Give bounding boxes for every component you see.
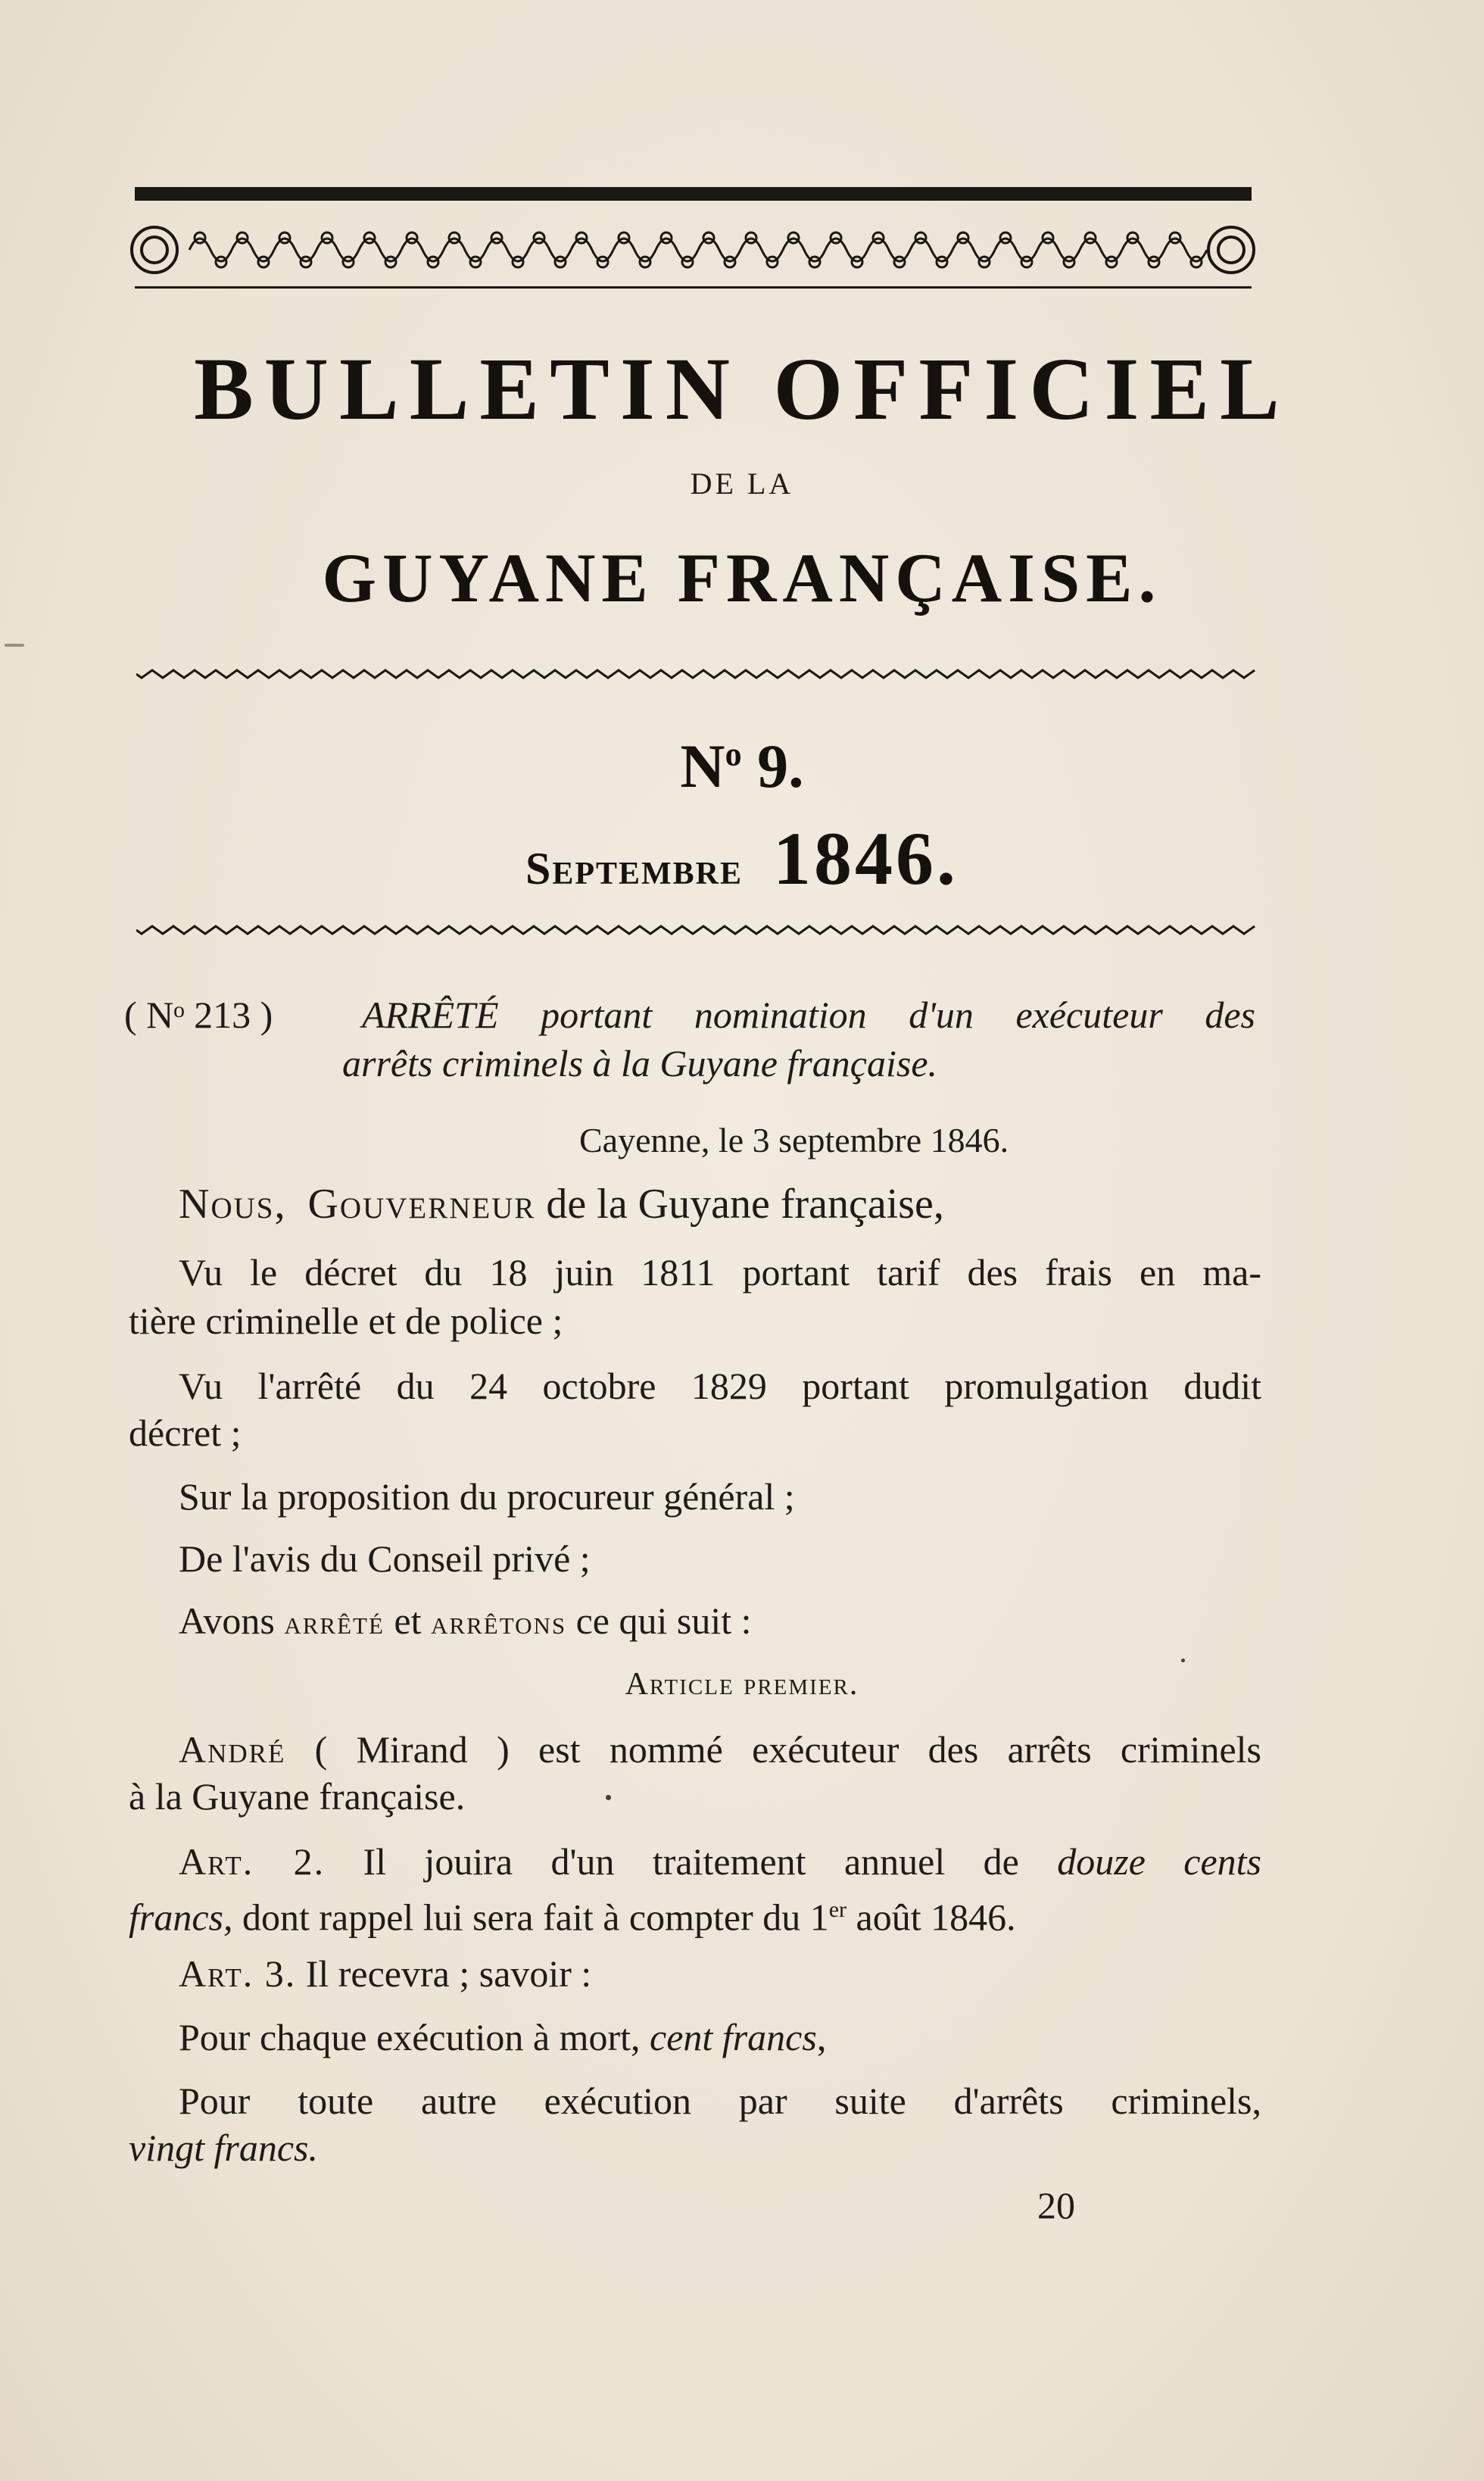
ornamental-border bbox=[129, 215, 1257, 285]
issue-number-prefix: N bbox=[680, 732, 725, 800]
act-title-line-2: arrêts criminels à la Guyane française. bbox=[342, 1042, 938, 1084]
pour-execution-mort bbox=[179, 2014, 826, 2060]
pour1-start: Pour chaque exécution à mort, bbox=[179, 2016, 641, 2058]
avons-arrete: arrêté bbox=[284, 1604, 385, 1641]
wavy-rule-bottom bbox=[136, 924, 1257, 936]
issue-date bbox=[0, 815, 1484, 902]
intro-rest: de la Guyane française, bbox=[546, 1181, 944, 1228]
art2-line-2 bbox=[129, 1887, 1016, 1940]
act-title-line-1: ARRÊTÉ portant nomination d'un exécuteur des bbox=[362, 994, 1255, 1036]
vu2-line-1: Vu l'arrêté du 24 octobre 1829 portant promulgation dudit bbox=[179, 1365, 1261, 1407]
paper-mark bbox=[5, 644, 24, 647]
art1-line-1 bbox=[179, 1727, 1261, 1772]
paper-speck bbox=[606, 1795, 611, 1800]
art1-andre: André bbox=[179, 1728, 286, 1771]
art2-line-1 bbox=[179, 1839, 1261, 1884]
masthead-thick-rule bbox=[135, 187, 1252, 201]
issue-number-sup: o bbox=[725, 735, 742, 773]
vu2-line-2: décret ; bbox=[129, 1412, 242, 1454]
avis-conseil: De l'avis du Conseil privé ; bbox=[179, 1537, 591, 1580]
avons-et: et bbox=[394, 1599, 422, 1642]
art2-label: Art. 2. bbox=[179, 1840, 326, 1883]
sur-proposition: Sur la proposition du procureur général ; bbox=[179, 1475, 795, 1518]
wavy-rule-top bbox=[136, 668, 1257, 680]
pour2-line-1: Pour toute autre exécution par suite d'arrêts criminels, bbox=[179, 2080, 1261, 2122]
issue-month: Septembre bbox=[525, 844, 744, 894]
issue-number-value: 9. bbox=[757, 732, 804, 800]
issue-year: 1846. bbox=[773, 816, 959, 900]
art2-sup: er bbox=[828, 1897, 847, 1922]
page-number: 20 bbox=[1037, 2184, 1075, 2227]
art3-line bbox=[179, 1951, 591, 1996]
vu1-line-1: Vu le décret du 18 juin 1811 portant tarif des frais en ma- bbox=[179, 1251, 1261, 1294]
intro-nous: Nous, bbox=[179, 1181, 287, 1228]
avons-word: Avons bbox=[179, 1599, 275, 1642]
masthead-thin-rule bbox=[135, 286, 1252, 289]
colony-title: GUYANE FRANÇAISE. bbox=[322, 539, 1162, 616]
avons-arretons: arrêtons bbox=[431, 1604, 567, 1641]
art2-line-1-rest: Il jouira d'un traitement annuel de bbox=[363, 1840, 1019, 1883]
intro-line bbox=[179, 1181, 944, 1227]
art2-line-2-rest: dont rappel lui sera fait à compter du 1 bbox=[242, 1896, 829, 1939]
pour2-line-2: vingt francs. bbox=[129, 2127, 318, 2169]
paper-speck bbox=[1181, 1659, 1185, 1662]
place-date: Cayenne, le 3 septembre 1846. bbox=[579, 1121, 1009, 1159]
pour1-amount: cent francs bbox=[650, 2016, 817, 2058]
bulletin-title: BULLETIN OFFICIEL bbox=[194, 339, 1290, 438]
vu1-line-2: tière criminelle et de police ; bbox=[129, 1300, 563, 1342]
issue-number bbox=[0, 731, 1484, 802]
art3-label: Art. 3. bbox=[179, 1952, 297, 1995]
act-number: ( Nᵒ 213 ) bbox=[124, 994, 273, 1036]
art2-line-2-end: août 1846. bbox=[856, 1896, 1016, 1939]
intro-gouverneur: Gouverneur bbox=[307, 1181, 536, 1228]
art3-rest: Il recevra ; savoir : bbox=[305, 1952, 592, 1995]
article-premier-heading: Article premier. bbox=[625, 1667, 859, 1702]
avons-line bbox=[179, 1598, 752, 1646]
pour1-end: , bbox=[816, 2016, 827, 2058]
art2-francs: francs, bbox=[129, 1896, 233, 1939]
masthead-de-la: DE LA bbox=[690, 467, 794, 501]
art2-amount: douze cents bbox=[1057, 1840, 1262, 1883]
avons-rest: ce qui suit : bbox=[575, 1599, 752, 1642]
art1-line-2: à la Guyane française. bbox=[129, 1775, 466, 1818]
art1-line-1-rest: ( Mirand ) est nommé exécuteur des arrêts criminels bbox=[314, 1728, 1261, 1771]
